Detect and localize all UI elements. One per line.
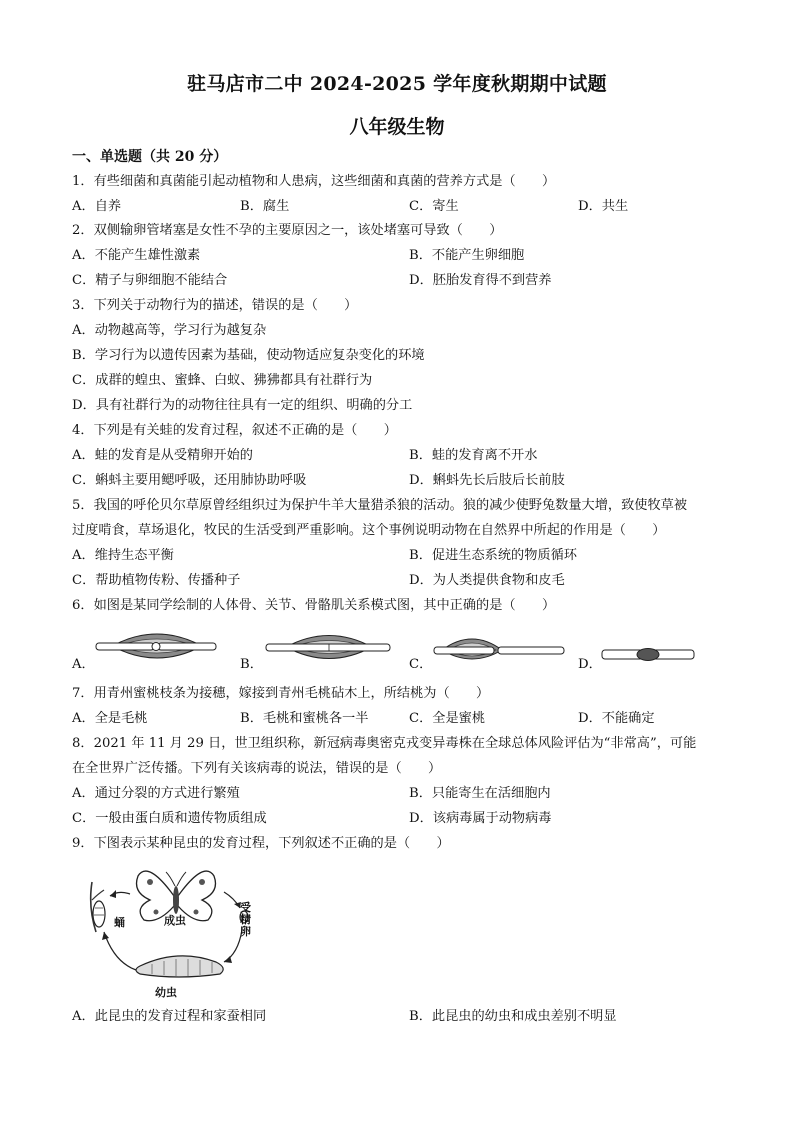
q6-option-d: D． bbox=[578, 657, 602, 672]
q2-option-a: A．不能产生雄性激素 bbox=[72, 248, 201, 263]
q2-option-c: C．精子与卵细胞不能结合 bbox=[72, 273, 228, 288]
section-heading: 一、单选题（共 20 分） bbox=[72, 149, 228, 165]
q6-option-b: B． bbox=[240, 657, 263, 672]
q4-option-c: C．蝌蚪主要用鳃呼吸，还用肺协助呼吸 bbox=[72, 473, 307, 488]
q5-stem-line2: 过度啃食，草场退化，牧民的生活受到严重影响。这个事例说明动物在自然界中所起的作用是（ ） bbox=[72, 523, 666, 538]
q6-figure-c-diagram bbox=[432, 628, 567, 670]
q1-option-c: C．寄生 bbox=[409, 199, 459, 214]
q7-option-a: A．全是毛桃 bbox=[72, 711, 148, 726]
q9-option-b: B．此昆虫的幼虫和成虫差别不明显 bbox=[409, 1009, 617, 1024]
q8-option-c: C．一般由蛋白质和遗传物质组成 bbox=[72, 811, 267, 826]
q1-option-a: A．自养 bbox=[72, 199, 122, 214]
label-larva: 幼虫 bbox=[155, 986, 177, 999]
q6-stem: 6．如图是某同学绘制的人体骨、关节、骨骼肌关系模式图，其中正确的是（ ） bbox=[72, 598, 556, 613]
label-fertilized-egg: 受精卵 bbox=[240, 901, 251, 938]
exam-title: 驻马店市二中 2024-2025 学年度秋期期中试题 bbox=[187, 73, 607, 95]
q2-stem: 2．双侧输卵管堵塞是女性不孕的主要原因之一，该处堵塞可导致（ ） bbox=[72, 223, 503, 238]
q5-stem-line1: 5．我国的呼伦贝尔草原曾经组织过为保护牛羊大量猎杀狼的活动。狼的减少使野兔数量大增，致使牧草被 bbox=[72, 498, 688, 513]
q7-stem: 7．用青州蜜桃枝条为接穗，嫁接到青州毛桃砧木上，所结桃为（ ） bbox=[72, 686, 490, 701]
q3-option-c: C．成群的蝗虫、蜜蜂、白蚁、狒狒都具有社群行为 bbox=[72, 373, 373, 388]
label-adult: 成虫 bbox=[164, 914, 186, 927]
q7-option-c: C．全是蜜桃 bbox=[409, 711, 486, 726]
q1-option-b: B．腐生 bbox=[240, 199, 290, 214]
exam-subtitle: 八年级生物 bbox=[349, 116, 445, 138]
label-pupa: 蛹 bbox=[114, 916, 125, 929]
q5-option-c: C．帮助植物传粉、传播种子 bbox=[72, 573, 241, 588]
q2-option-b: B．不能产生卵细胞 bbox=[409, 248, 525, 263]
q8-option-d: D．该病毒属于动物病毒 bbox=[409, 811, 552, 826]
q6-figure-b-diagram bbox=[264, 628, 394, 670]
q8-stem-line2: 在全世界广泛传播。下列有关该病毒的说法，错误的是（ ） bbox=[72, 761, 442, 776]
q3-option-d: D．具有社群行为的动物往往具有一定的组织、明确的分工 bbox=[72, 398, 413, 413]
q8-option-a: A．通过分裂的方式进行繁殖 bbox=[72, 786, 240, 801]
q2-option-d: D．胚胎发育得不到营养 bbox=[409, 273, 552, 288]
q5-option-b: B．促进生态系统的物质循环 bbox=[409, 548, 577, 563]
q1-option-d: D．共生 bbox=[578, 199, 629, 214]
q7-option-d: D．不能确定 bbox=[578, 711, 655, 726]
q4-option-d: D．蝌蚪先长后肢后长前肢 bbox=[409, 473, 565, 488]
q3-stem: 3．下列关于动物行为的描述，错误的是（ ） bbox=[72, 298, 358, 313]
q3-option-a: A．动物越高等，学习行为越复杂 bbox=[72, 323, 267, 338]
q7-option-b: B．毛桃和蜜桃各一半 bbox=[240, 711, 369, 726]
q6-figure-d-diagram bbox=[600, 640, 696, 670]
q6-option-c: C． bbox=[409, 657, 433, 672]
q4-stem: 4．下列是有关蛙的发育过程，叙述不正确的是（ ） bbox=[72, 423, 397, 438]
q5-option-d: D．为人类提供食物和皮毛 bbox=[409, 573, 565, 588]
q4-option-a: A．蛙的发育是从受精卵开始的 bbox=[72, 448, 253, 463]
q5-option-a: A．维持生态平衡 bbox=[72, 548, 174, 563]
q9-option-a: A．此昆虫的发育过程和家蚕相同 bbox=[72, 1009, 267, 1024]
q8-option-b: B．只能寄生在活细胞内 bbox=[409, 786, 551, 801]
q6-option-a: A． bbox=[72, 657, 95, 672]
q8-stem-line1: 8．2021 年 11 月 29 日，世卫组织称，新冠病毒奥密克戎变异毒株在全球总体风险评估为“非常高”，可能 bbox=[72, 736, 697, 751]
q9-stem: 9．下图表示某种昆虫的发育过程，下列叙述不正确的是（ ） bbox=[72, 836, 450, 851]
q6-figure-a-diagram bbox=[92, 628, 222, 670]
q4-option-b: B．蛙的发育离不开水 bbox=[409, 448, 538, 463]
q1-stem: 1．有些细菌和真菌能引起动植物和人患病，这些细菌和真菌的营养方式是（ ） bbox=[72, 174, 556, 189]
q3-option-b: B．学习行为以遗传因素为基础，使动物适应复杂变化的环境 bbox=[72, 348, 425, 363]
